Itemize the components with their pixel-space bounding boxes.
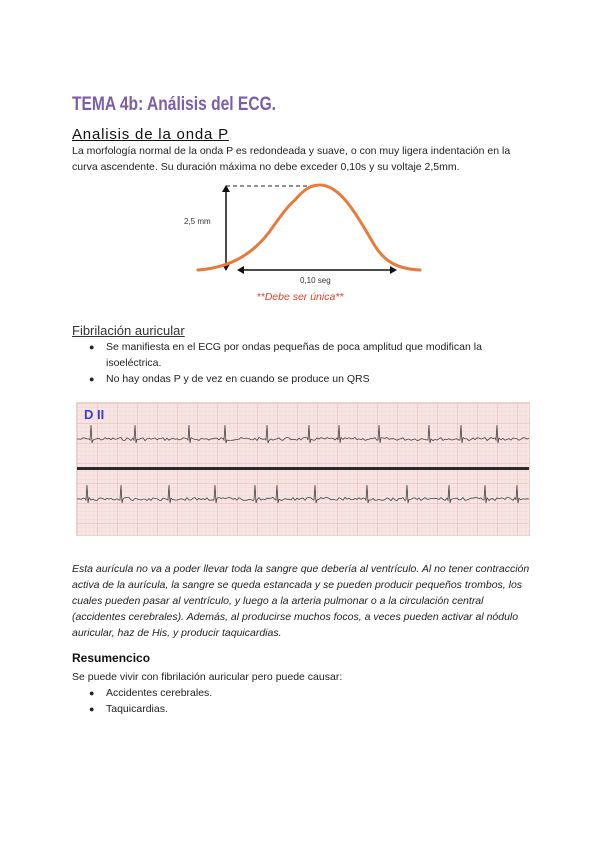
fibrilacion-explanation: Esta aurícula no va a poder llevar toda la sangre que debería al ventrículo. Al no tener contracción activa de la aurícula, la sangre se queda estancada y se pueden producir pequeños trombos, los cuales pueden pasar al ventrículo, y luego a la arteria pulmonar o a la circulación central (accidentes cerebrales). Además, al producirse muchos focos, a veces pueden activar al nódulo auricular, haz de His, y producir taquicardias. [72, 563, 530, 639]
section-heading-onda-p: Analisis de la onda P [72, 126, 229, 143]
unique-note: **Debe ser única** [256, 291, 344, 303]
ecg-lead-label: D II [84, 407, 105, 422]
list-item: ● Accidentes cerebrales. [89, 687, 213, 699]
duration-label: 0,10 seg [300, 276, 331, 285]
strip-divider [77, 467, 529, 470]
summary-heading: Resumencico [72, 651, 151, 665]
section-heading-fibrilacion: Fibrilación auricular [72, 323, 185, 338]
summary-bullet-list [72, 685, 212, 717]
list-item: ● Se manifiesta en el ECG por ondas pequeñas de poca amplitud que modifican la isoeléctrica. [89, 341, 482, 369]
ecg-strip-image [76, 402, 530, 536]
summary-intro: Se puede vivir con fibrilación auricular pero puede causar: [72, 671, 343, 683]
page-title: TEMA 4b: Análisis del ECG. [72, 94, 277, 115]
p-wave-curve [198, 185, 420, 270]
onda-p-paragraph: La morfología normal de la onda P es redondeada y suave, o con muy ligera indentación en la curva ascendente. Su duración máxima no debe exceder 0,10s y su voltaje 2,5mm. [72, 145, 511, 173]
fibrilacion-bullet-list [72, 339, 532, 387]
p-wave-diagram [170, 176, 430, 288]
voltage-label: 2,5 mm [184, 217, 211, 226]
list-item: ● Taquicardias. [89, 703, 168, 715]
ecg-grid-svg [77, 403, 529, 535]
list-item: ● No hay ondas P y de vez en cuando se produce un QRS [89, 373, 370, 385]
